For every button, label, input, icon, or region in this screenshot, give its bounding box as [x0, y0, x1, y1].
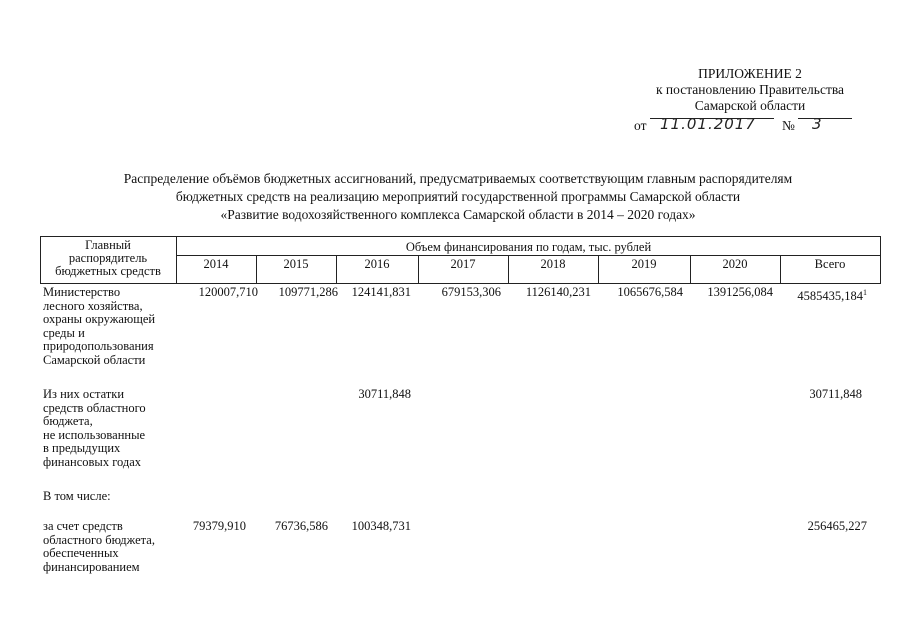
date-prefix: от — [634, 118, 647, 133]
header-year-2015: 2015 — [283, 257, 309, 271]
header-main-line: бюджетных средств — [55, 264, 161, 278]
row-label — [43, 520, 177, 574]
cell-2016: 124141,831 — [351, 285, 411, 299]
row-label-line: областного бюджета, — [43, 532, 155, 547]
header-year-2017: 2017 — [450, 257, 476, 271]
row-label-line: средств областного — [43, 400, 146, 415]
row-label-line: В том числе: — [43, 489, 111, 503]
row-label-line: обеспеченных — [43, 546, 119, 560]
row-label — [43, 286, 177, 367]
cell-2016: 100348,731 — [351, 519, 411, 533]
annex-region: Самарской области — [694, 98, 806, 113]
document-title — [40, 170, 876, 224]
header-year-2014: 2014 — [203, 257, 229, 271]
cell-total — [797, 286, 867, 304]
resolution-date-line — [634, 115, 864, 136]
row-label-line: лесного хозяйства, — [43, 298, 143, 313]
row-label-line: охраны окружающей — [43, 312, 156, 326]
table-header — [40, 236, 881, 284]
row-label-line: Министерство — [43, 285, 121, 299]
row-label-line: финансовых годах — [43, 454, 142, 469]
title-line-3: «Развитие водохозяйственного комплекса Самарской области в 2014 – 2020 годах» — [220, 207, 696, 222]
cell-total-value: 4585435,184 — [797, 289, 863, 304]
row-label — [43, 388, 177, 469]
number-underline — [798, 118, 852, 119]
header-year-2016: 2016 — [364, 257, 390, 271]
row-label-line: за счет средств — [43, 519, 123, 533]
cell-2019: 1065676,584 — [617, 285, 683, 299]
date-value: 11.01.2017 — [660, 115, 756, 133]
cell-total: 30711,848 — [809, 387, 862, 401]
cell-total: 256465,227 — [807, 519, 867, 533]
row-label-line: природопользования — [43, 339, 154, 353]
title-line-1: Распределение объёмов бюджетных ассигнований, предусматриваемых соответствующим главным распорядителям — [123, 171, 793, 186]
row-label-line: не использованные — [43, 427, 146, 442]
cell-2015: 76736,586 — [274, 519, 328, 533]
row-label-line: среды и — [43, 325, 85, 340]
footnote-marker: 1 — [863, 288, 867, 297]
row-label-line: финансированием — [43, 559, 140, 574]
number-prefix: № — [782, 118, 795, 133]
title-line-2: бюджетных средств на реализацию мероприятий государственной программы Самарской области — [175, 189, 741, 204]
funding-table — [40, 236, 881, 574]
number-value: 3 — [812, 115, 823, 133]
row-label-line: Самарской области — [43, 352, 146, 367]
cell-2016: 30711,848 — [358, 387, 411, 401]
cell-2020: 1391256,084 — [707, 285, 773, 299]
row-label-line: бюджета, — [43, 414, 93, 428]
header-main-line: Главный — [85, 238, 131, 252]
header-split-line — [176, 255, 881, 256]
header-main-cell — [40, 239, 176, 278]
cell-2014: 120007,710 — [198, 285, 258, 299]
header-total: Всего — [814, 257, 846, 271]
header-funding-span: Объем финансирования по годам, тыс. рублей — [405, 240, 652, 254]
row-label-line: Из них остатки — [43, 387, 125, 401]
cell-2017: 679153,306 — [441, 285, 501, 299]
row-label — [43, 490, 177, 504]
header-year-2019: 2019 — [631, 257, 657, 271]
cell-2018: 1126140,231 — [525, 285, 591, 299]
annex-title: ПРИЛОЖЕНИЕ 2 — [698, 66, 802, 81]
cell-2015: 109771,286 — [278, 285, 338, 299]
row-label-line: в предыдущих — [43, 441, 121, 455]
annex-block — [630, 66, 870, 114]
annex-resolution: к постановлению Правительства — [655, 82, 845, 97]
header-year-2020: 2020 — [722, 257, 748, 271]
cell-2014: 79379,910 — [192, 519, 246, 533]
header-year-2018: 2018 — [540, 257, 566, 271]
header-main-line: распорядитель — [68, 251, 148, 265]
